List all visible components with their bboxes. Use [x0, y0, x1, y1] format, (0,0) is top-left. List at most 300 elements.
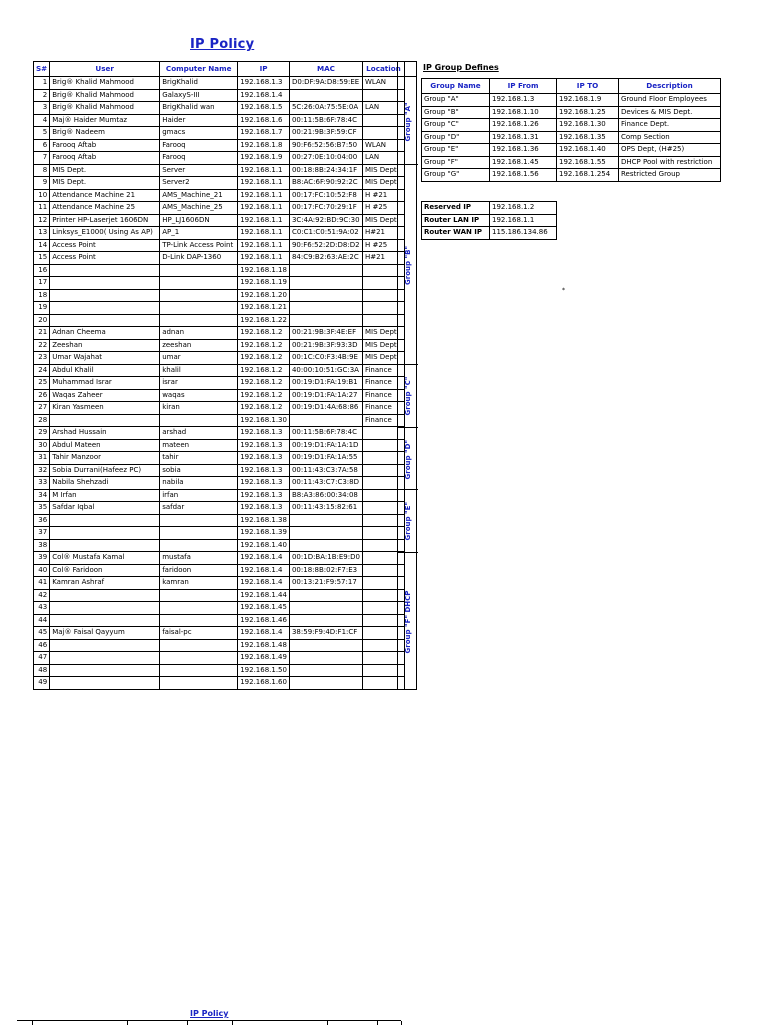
- user-cell: Attendance Machine 25: [50, 202, 160, 215]
- location-cell: MIS Dept: [362, 164, 404, 177]
- table-row: [34, 577, 405, 590]
- location-cell: MIS Dept: [362, 214, 404, 227]
- computer-name-cell: zeeshan: [160, 339, 238, 352]
- defs-column-header: Description: [619, 79, 721, 94]
- row-number: 28: [34, 414, 50, 427]
- column-header: Location: [362, 62, 404, 77]
- user-cell: Linksys_E1000( Using As AP): [50, 227, 160, 240]
- user-cell: Waqas Zaheer: [50, 389, 160, 402]
- user-cell: Farooq Aftab: [50, 152, 160, 165]
- defs-cell: 192.168.1.3: [490, 94, 557, 107]
- row-number: 8: [34, 164, 50, 177]
- user-cell: Adnan Cheema: [50, 327, 160, 340]
- computer-name-cell: waqas: [160, 389, 238, 402]
- mac-cell: 00:18:8B:02:F7:E3: [289, 564, 362, 577]
- mac-cell: 90:F6:52:56:B7:50: [289, 139, 362, 152]
- group-label: Group "D": [404, 438, 412, 479]
- row-number: 17: [34, 277, 50, 290]
- ip-cell: 192.168.1.1: [238, 252, 290, 265]
- defs-cell: 192.168.1.31: [490, 131, 557, 144]
- ip-cell: 192.168.1.7: [238, 127, 290, 140]
- row-number: 7: [34, 152, 50, 165]
- table-row: [34, 189, 405, 202]
- row-number: 34: [34, 489, 50, 502]
- ip-cell: 192.168.1.4: [238, 564, 290, 577]
- table-row: [34, 327, 405, 340]
- location-cell: Finance: [362, 402, 404, 415]
- computer-name-cell: HP_LJ1606DN: [160, 214, 238, 227]
- mac-cell: B8:AC:6F:90:92:2C: [289, 177, 362, 190]
- defs-cell: 192.168.1.45: [490, 156, 557, 169]
- mac-cell: 00:19:D1:FA:1A:55: [289, 452, 362, 465]
- row-number: 16: [34, 264, 50, 277]
- table-row: [34, 639, 405, 652]
- ip-cell: 192.168.1.3: [238, 427, 290, 440]
- table-row: [34, 439, 405, 452]
- location-cell: MIS Dept: [362, 327, 404, 340]
- reserved-key: Reserved IP: [422, 202, 490, 215]
- ip-cell: 192.168.1.3: [238, 452, 290, 465]
- computer-name-cell: Farooq: [160, 152, 238, 165]
- table-row: [34, 364, 405, 377]
- table-row: [34, 277, 405, 290]
- ip-cell: 192.168.1.48: [238, 639, 290, 652]
- ip-cell: 192.168.1.46: [238, 614, 290, 627]
- ip-cell: 192.168.1.21: [238, 302, 290, 315]
- table-row: [34, 164, 405, 177]
- computer-name-cell: adnan: [160, 327, 238, 340]
- mac-cell: [289, 677, 362, 690]
- ip-cell: 192.168.1.40: [238, 539, 290, 552]
- table-row: [34, 677, 405, 690]
- computer-name-cell: khalil: [160, 364, 238, 377]
- group-column: [397, 61, 417, 690]
- computer-name-cell: [160, 652, 238, 665]
- ip-cell: 192.168.1.4: [238, 552, 290, 565]
- ip-cell: 192.168.1.30: [238, 414, 290, 427]
- mac-cell: 00:11:43:15:82:61: [289, 502, 362, 515]
- ip-cell: 192.168.1.19: [238, 277, 290, 290]
- user-cell: Farooq Aftab: [50, 139, 160, 152]
- defs-header-row: [422, 79, 721, 94]
- user-cell: Printer HP-Laserjet 1606DN: [50, 214, 160, 227]
- mac-cell: 00:19:D1:FA:1A:27: [289, 389, 362, 402]
- group-label: Group "F" DHCP: [404, 589, 412, 653]
- ip-cell: 192.168.1.1: [238, 202, 290, 215]
- table-row: [34, 614, 405, 627]
- ip-cell: 192.168.1.3: [238, 477, 290, 490]
- mac-cell: [289, 664, 362, 677]
- computer-name-cell: faridoon: [160, 564, 238, 577]
- row-number: 43: [34, 602, 50, 615]
- ip-cell: 192.168.1.18: [238, 264, 290, 277]
- table-row: [34, 114, 405, 127]
- defs-cell: 192.168.1.35: [557, 131, 619, 144]
- ip-cell: 192.168.1.49: [238, 652, 290, 665]
- user-cell: Brig® Khalid Mahmood: [50, 102, 160, 115]
- row-number: 26: [34, 389, 50, 402]
- table-row: [34, 464, 405, 477]
- ip-cell: 192.168.1.44: [238, 589, 290, 602]
- table-row: [34, 89, 405, 102]
- ip-cell: 192.168.1.6: [238, 114, 290, 127]
- row-number: 46: [34, 639, 50, 652]
- column-header: User: [50, 62, 160, 77]
- computer-name-cell: [160, 639, 238, 652]
- ip-cell: 192.168.1.39: [238, 527, 290, 540]
- table-row: [34, 539, 405, 552]
- defs-cell: DHCP Pool with restriction: [619, 156, 721, 169]
- ip-cell: 192.168.1.50: [238, 664, 290, 677]
- row-number: 27: [34, 402, 50, 415]
- ip-cell: 192.168.1.45: [238, 602, 290, 615]
- table-row: [34, 239, 405, 252]
- computer-name-cell: [160, 302, 238, 315]
- user-cell: [50, 677, 160, 690]
- row-number: 11: [34, 202, 50, 215]
- user-cell: [50, 602, 160, 615]
- mac-cell: 00:21:9B:3F:59:CF: [289, 127, 362, 140]
- row-number: 42: [34, 589, 50, 602]
- user-cell: Kamran Ashraf: [50, 577, 160, 590]
- defs-cell: Group "E": [422, 144, 490, 157]
- row-number: 13: [34, 227, 50, 240]
- user-cell: [50, 614, 160, 627]
- defs-cell: Ground Floor Employees: [619, 94, 721, 107]
- mac-cell: 00:17:FC:10:52:F8: [289, 189, 362, 202]
- row-number: 4: [34, 114, 50, 127]
- ip-cell: 192.168.1.60: [238, 677, 290, 690]
- computer-name-cell: safdar: [160, 502, 238, 515]
- ip-cell: 192.168.1.2: [238, 339, 290, 352]
- mac-cell: 00:11:43:C7:C3:8D: [289, 477, 362, 490]
- user-cell: [50, 639, 160, 652]
- location-cell: H #25: [362, 202, 404, 215]
- table-row: [34, 514, 405, 527]
- mac-cell: [289, 414, 362, 427]
- mac-cell: [289, 614, 362, 627]
- table-row: [34, 302, 405, 315]
- mac-cell: 00:11:43:C3:7A:58: [289, 464, 362, 477]
- mac-cell: [289, 277, 362, 290]
- group-label: Group "B": [404, 245, 412, 285]
- user-cell: Zeeshan: [50, 339, 160, 352]
- defs-cell: 192.168.1.25: [557, 106, 619, 119]
- computer-name-cell: AMS_Machine_21: [160, 189, 238, 202]
- row-number: 41: [34, 577, 50, 590]
- user-cell: [50, 652, 160, 665]
- mac-cell: [289, 264, 362, 277]
- mac-cell: 00:11:5B:6F:78:4C: [289, 427, 362, 440]
- row-number: 24: [34, 364, 50, 377]
- defs-row: [422, 169, 721, 182]
- ip-cell: 192.168.1.1: [238, 177, 290, 190]
- table-row: [34, 627, 405, 640]
- user-cell: Brig® Nadeem: [50, 127, 160, 140]
- table-row: [34, 489, 405, 502]
- row-number: 35: [34, 502, 50, 515]
- ip-cell: 192.168.1.4: [238, 627, 290, 640]
- table-row: [34, 202, 405, 215]
- ip-cell: 192.168.1.4: [238, 89, 290, 102]
- computer-name-cell: [160, 277, 238, 290]
- user-cell: M Irfan: [50, 489, 160, 502]
- row-number: 39: [34, 552, 50, 565]
- user-cell: [50, 264, 160, 277]
- row-number: 25: [34, 377, 50, 390]
- row-number: 44: [34, 614, 50, 627]
- computer-name-cell: [160, 539, 238, 552]
- computer-name-cell: BrigKhalid wan: [160, 102, 238, 115]
- computer-name-cell: faisal-pc: [160, 627, 238, 640]
- defs-cell: Restricted Group: [619, 169, 721, 182]
- defs-cell: 192.168.1.26: [490, 119, 557, 132]
- user-cell: Attendance Machine 21: [50, 189, 160, 202]
- row-number: 38: [34, 539, 50, 552]
- table-row: [34, 477, 405, 490]
- table-row: [34, 352, 405, 365]
- row-number: 29: [34, 427, 50, 440]
- table-row: [34, 502, 405, 515]
- computer-name-cell: [160, 589, 238, 602]
- mac-cell: [289, 314, 362, 327]
- group-separator: [398, 364, 418, 365]
- user-cell: Access Point: [50, 252, 160, 265]
- defs-row: [422, 144, 721, 157]
- mac-cell: [289, 639, 362, 652]
- row-number: 6: [34, 139, 50, 152]
- location-cell: Finance: [362, 389, 404, 402]
- row-number: 32: [34, 464, 50, 477]
- table-row: [34, 564, 405, 577]
- ip-cell: 192.168.1.1: [238, 227, 290, 240]
- location-cell: H#21: [362, 252, 404, 265]
- group-separator: [398, 552, 418, 553]
- table-row: [34, 139, 405, 152]
- defs-cell: Comp Section: [619, 131, 721, 144]
- mac-cell: [289, 514, 362, 527]
- ip-cell: 192.168.1.3: [238, 439, 290, 452]
- computer-name-cell: arshad: [160, 427, 238, 440]
- computer-name-cell: [160, 614, 238, 627]
- user-cell: Brig® Khalid Mahmood: [50, 77, 160, 90]
- defs-cell: 192.168.1.55: [557, 156, 619, 169]
- location-cell: H#21: [362, 227, 404, 240]
- defs-column-header: IP From: [490, 79, 557, 94]
- ip-cell: 192.168.1.2: [238, 402, 290, 415]
- computer-name-cell: [160, 677, 238, 690]
- column-header: Computer Name: [160, 62, 238, 77]
- row-number: 40: [34, 564, 50, 577]
- user-cell: [50, 514, 160, 527]
- computer-name-cell: kamran: [160, 577, 238, 590]
- computer-name-cell: D-Link DAP-1360: [160, 252, 238, 265]
- ip-cell: 192.168.1.9: [238, 152, 290, 165]
- computer-name-cell: [160, 602, 238, 615]
- table-row: [34, 602, 405, 615]
- reserved-row: [422, 227, 557, 240]
- user-cell: Sobia Durrani(Hafeez PC): [50, 464, 160, 477]
- mac-cell: [289, 589, 362, 602]
- user-cell: Col® Faridoon: [50, 564, 160, 577]
- defs-cell: Group "G": [422, 169, 490, 182]
- table-row: [34, 177, 405, 190]
- row-number: 9: [34, 177, 50, 190]
- computer-name-cell: Haider: [160, 114, 238, 127]
- table-row: [34, 427, 405, 440]
- table-row: [34, 452, 405, 465]
- defs-cell: 192.168.1.254: [557, 169, 619, 182]
- user-cell: [50, 539, 160, 552]
- defs-row: [422, 156, 721, 169]
- table-row: [34, 314, 405, 327]
- location-cell: LAN: [362, 102, 404, 115]
- ip-cell: 192.168.1.20: [238, 289, 290, 302]
- row-number: 31: [34, 452, 50, 465]
- row-number: 3: [34, 102, 50, 115]
- computer-name-cell: sobia: [160, 464, 238, 477]
- user-cell: Nabila Shehzadi: [50, 477, 160, 490]
- mac-cell: 00:17:FC:70:29:1F: [289, 202, 362, 215]
- location-cell: Finance: [362, 414, 404, 427]
- ip-cell: 192.168.1.4: [238, 577, 290, 590]
- table-header-row: [34, 62, 405, 77]
- computer-name-cell: mateen: [160, 439, 238, 452]
- computer-name-cell: [160, 527, 238, 540]
- mac-cell: 00:19:D1:FA:19:B1: [289, 377, 362, 390]
- table-row: [34, 589, 405, 602]
- location-cell: H #21: [362, 189, 404, 202]
- defs-cell: 192.168.1.36: [490, 144, 557, 157]
- ip-cell: 192.168.1.3: [238, 77, 290, 90]
- page-title: IP Policy: [190, 37, 255, 52]
- row-number: 21: [34, 327, 50, 340]
- row-number: 15: [34, 252, 50, 265]
- user-cell: Tahir Manzoor: [50, 452, 160, 465]
- defs-cell: Group "B": [422, 106, 490, 119]
- ip-cell: 192.168.1.3: [238, 502, 290, 515]
- reserved-row: [422, 202, 557, 215]
- defs-row: [422, 94, 721, 107]
- computer-name-cell: mustafa: [160, 552, 238, 565]
- defs-column-header: Group Name: [422, 79, 490, 94]
- ip-cell: 192.168.1.5: [238, 102, 290, 115]
- defs-row: [422, 106, 721, 119]
- table-row: [34, 414, 405, 427]
- row-number: 45: [34, 627, 50, 640]
- computer-name-cell: [160, 514, 238, 527]
- row-number: 12: [34, 214, 50, 227]
- reserved-value: 192.168.1.2: [490, 202, 557, 215]
- computer-name-cell: AMS_Machine_25: [160, 202, 238, 215]
- table-row: [34, 664, 405, 677]
- reserved-key: Router LAN IP: [422, 214, 490, 227]
- defs-cell: Group "D": [422, 131, 490, 144]
- user-cell: Muhammad Israr: [50, 377, 160, 390]
- group-separator: [398, 164, 418, 165]
- user-cell: MIS Dept.: [50, 177, 160, 190]
- group-label: Group "A": [404, 101, 412, 141]
- table-row: [34, 102, 405, 115]
- user-cell: [50, 277, 160, 290]
- location-cell: Finance: [362, 377, 404, 390]
- mac-cell: 00:1D:BA:1B:E9:D0: [289, 552, 362, 565]
- computer-name-cell: AP_1: [160, 227, 238, 240]
- mac-cell: 00:18:8B:24:34:1F: [289, 164, 362, 177]
- computer-name-cell: GalaxyS-III: [160, 89, 238, 102]
- mac-cell: [289, 302, 362, 315]
- mac-cell: 00:19:D1:FA:1A:1D: [289, 439, 362, 452]
- ip-cell: 192.168.1.1: [238, 214, 290, 227]
- row-number: 5: [34, 127, 50, 140]
- group-label: Group "E": [404, 502, 412, 541]
- defs-cell: Devices & MIS Dept.: [619, 106, 721, 119]
- row-number: 47: [34, 652, 50, 665]
- user-cell: [50, 302, 160, 315]
- computer-name-cell: BrigKhalid: [160, 77, 238, 90]
- mac-cell: 00:21:9B:3F:4E:EF: [289, 327, 362, 340]
- row-number: 19: [34, 302, 50, 315]
- group-defines-table: [421, 78, 721, 182]
- mac-cell: 3C:4A:92:BD:9C:30: [289, 214, 362, 227]
- computer-name-cell: Server2: [160, 177, 238, 190]
- user-cell: [50, 589, 160, 602]
- location-cell: Finance: [362, 364, 404, 377]
- defs-cell: 192.168.1.30: [557, 119, 619, 132]
- row-number: 37: [34, 527, 50, 540]
- column-header: S#: [34, 62, 50, 77]
- computer-name-cell: umar: [160, 352, 238, 365]
- row-number: 18: [34, 289, 50, 302]
- user-cell: Abdul Mateen: [50, 439, 160, 452]
- mac-cell: 00:21:9B:3F:93:3D: [289, 339, 362, 352]
- table-row: [34, 252, 405, 265]
- location-cell: H #25: [362, 239, 404, 252]
- ip-cell: 192.168.1.1: [238, 164, 290, 177]
- group-defines-title: IP Group Defines: [423, 63, 499, 72]
- table-row: [34, 402, 405, 415]
- mac-cell: 84:C9:B2:63:AE:2C: [289, 252, 362, 265]
- user-cell: [50, 414, 160, 427]
- table-row: [34, 289, 405, 302]
- group-label: Group "C": [404, 376, 412, 416]
- user-cell: Brig® Khalid Mahmood: [50, 89, 160, 102]
- ip-cell: 192.168.1.3: [238, 489, 290, 502]
- user-cell: Abdul Khalil: [50, 364, 160, 377]
- user-cell: Access Point: [50, 239, 160, 252]
- defs-cell: Group "C": [422, 119, 490, 132]
- mac-cell: [289, 539, 362, 552]
- location-cell: MIS Dept: [362, 352, 404, 365]
- ip-cell: 192.168.1.3: [238, 464, 290, 477]
- computer-name-cell: kiran: [160, 402, 238, 415]
- computer-name-cell: israr: [160, 377, 238, 390]
- table-row: [34, 264, 405, 277]
- group-separator: [398, 489, 418, 490]
- group-separator: [398, 427, 418, 428]
- mac-cell: 90:F6:52:2D:D8:D2: [289, 239, 362, 252]
- row-number: 30: [34, 439, 50, 452]
- defs-cell: Finance Dept.: [619, 119, 721, 132]
- defs-cell: 192.168.1.40: [557, 144, 619, 157]
- computer-name-cell: gmacs: [160, 127, 238, 140]
- column-header: MAC: [289, 62, 362, 77]
- defs-row: [422, 119, 721, 132]
- ip-cell: 192.168.1.8: [238, 139, 290, 152]
- table-row: [34, 389, 405, 402]
- location-cell: MIS Dept: [362, 177, 404, 190]
- row-number: 23: [34, 352, 50, 365]
